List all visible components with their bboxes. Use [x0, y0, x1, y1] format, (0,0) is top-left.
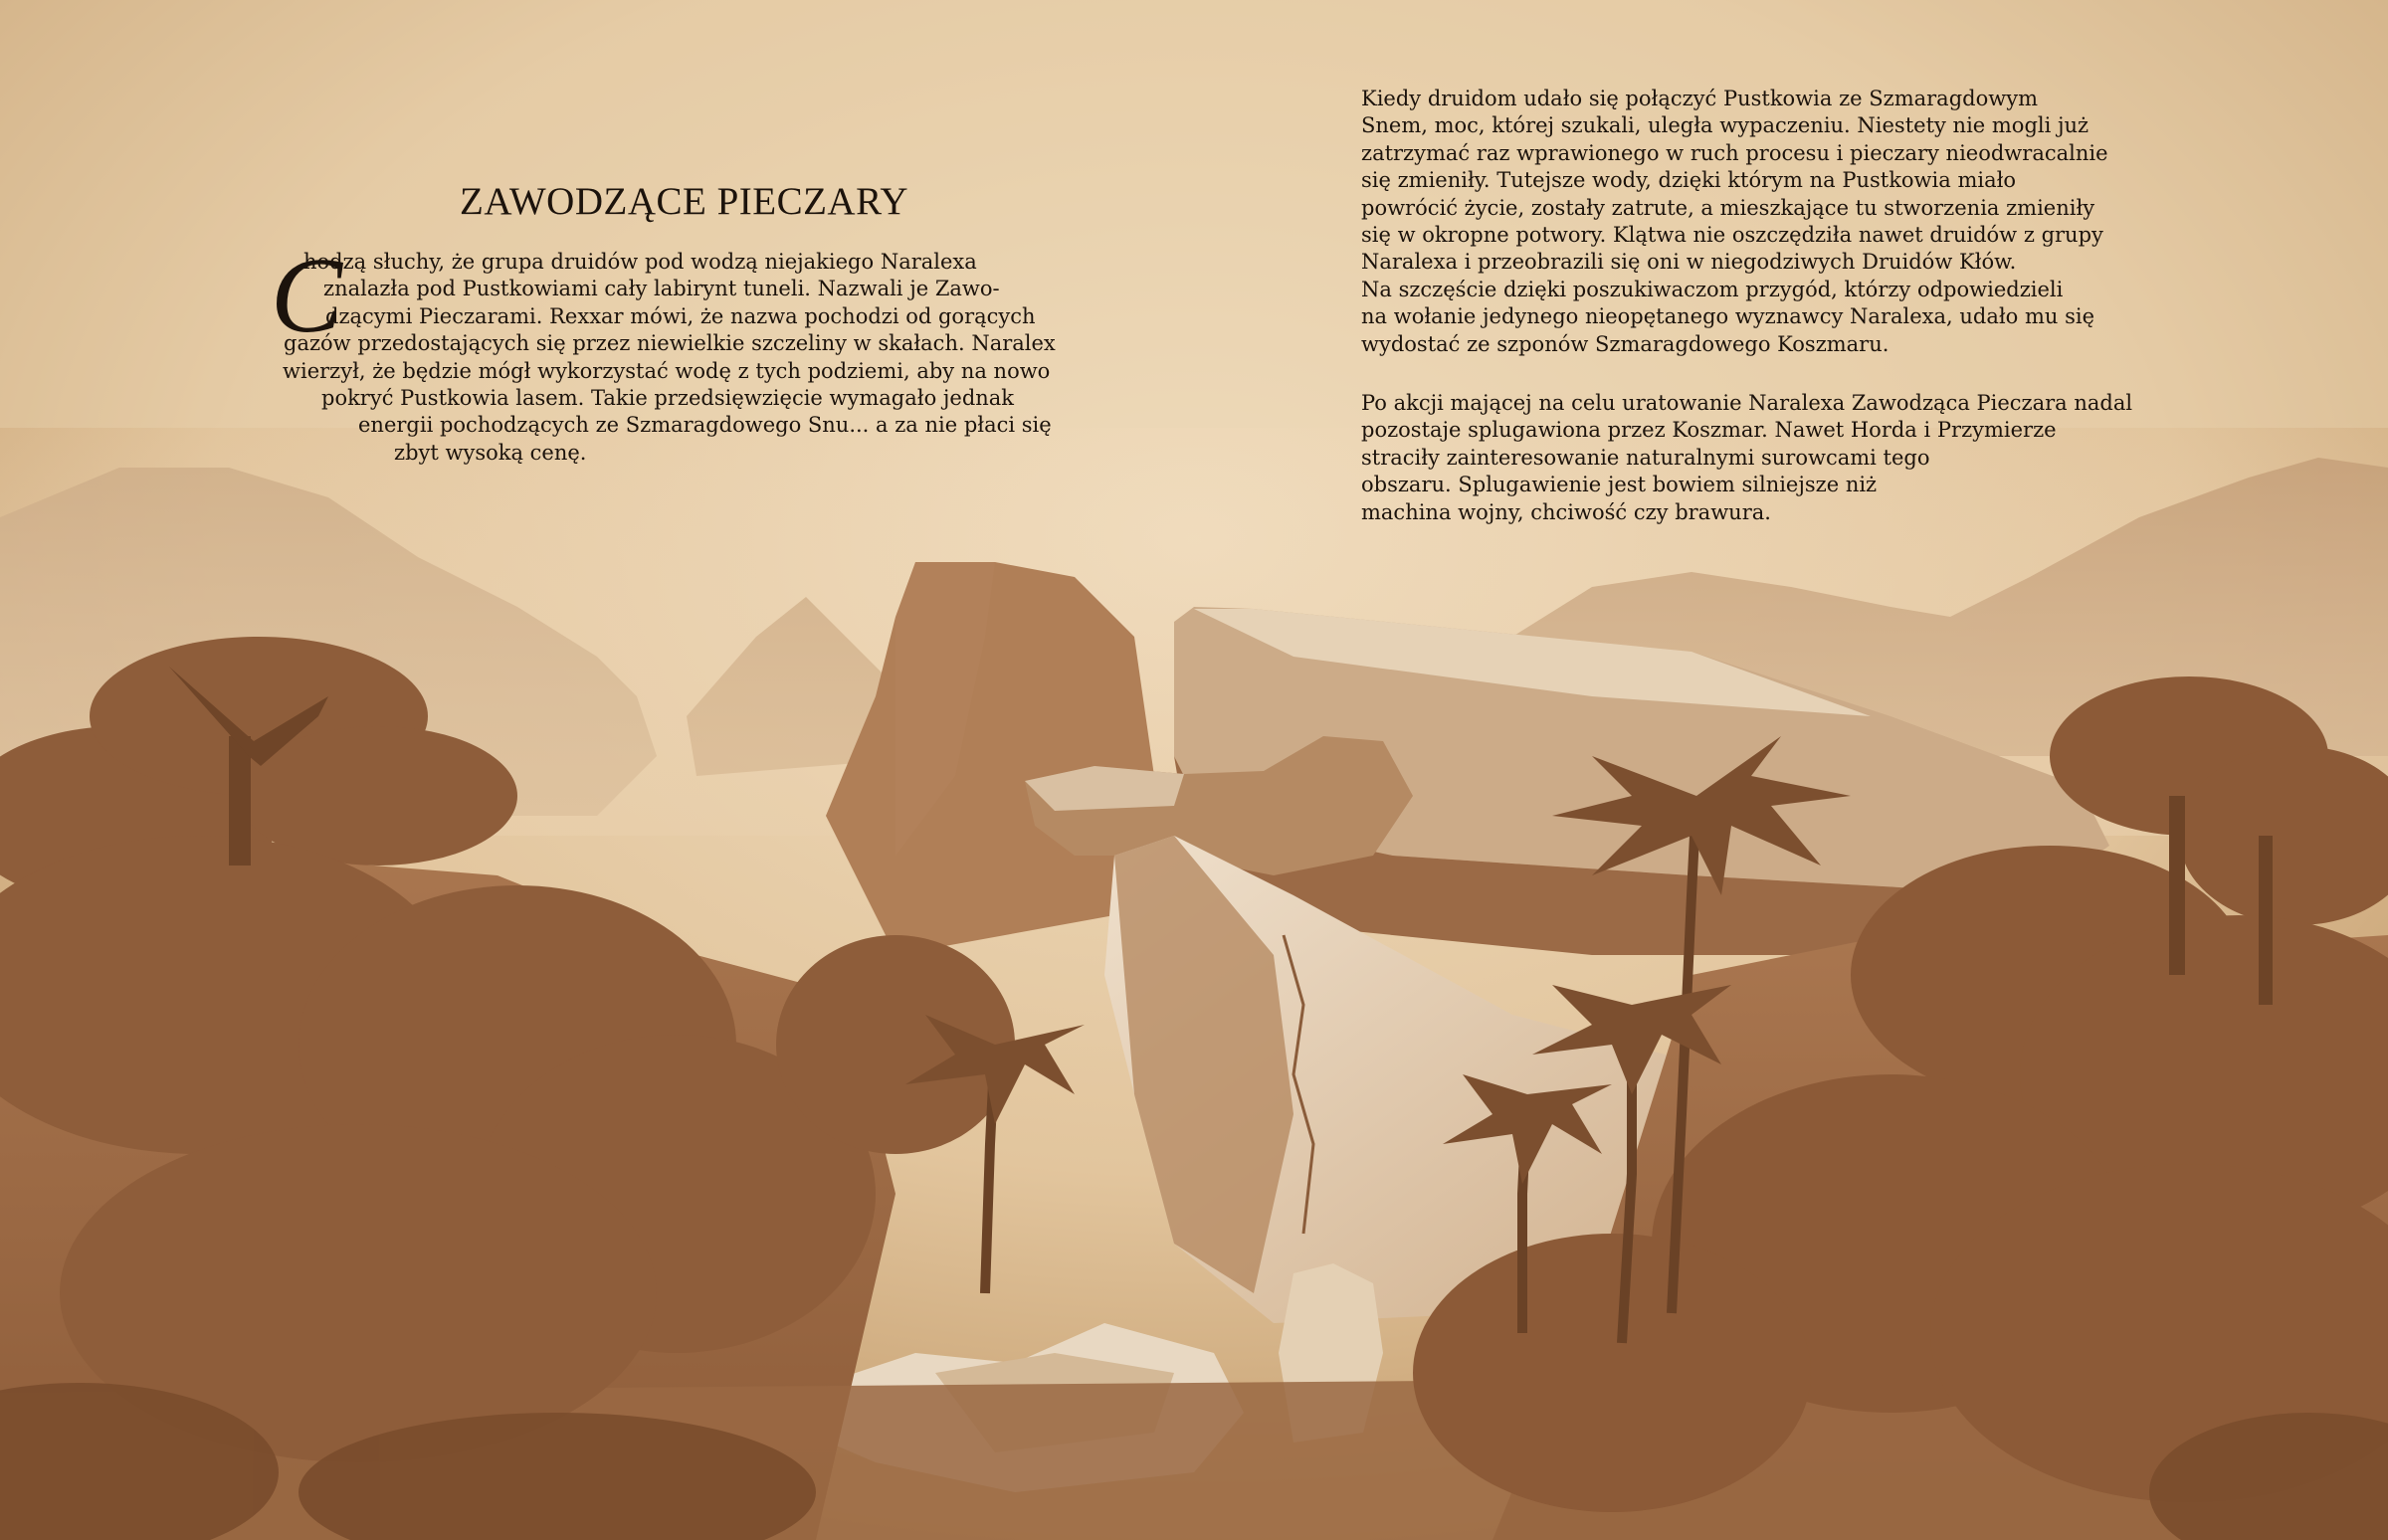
drop-cap: C	[271, 237, 343, 355]
text-line: Na szczęście dzięki poszukiwaczom przygód, którzy odpowiedzieli	[1361, 277, 2064, 301]
text-line: pokryć Pustkowia lasem. Takie przedsięwzięcie wymagało jednak	[321, 386, 1015, 411]
right-column-paragraph-2	[1361, 390, 2132, 526]
text-line: wierzył, że będzie mógł wykorzystać wodę z tych podziemi, aby na nowo	[283, 358, 1051, 383]
page-title: ZAWODZĄCE PIECZARY	[460, 180, 909, 223]
text-line: się w okropne potwory. Klątwa nie oszczędziła nawet druidów z grupy	[1361, 223, 2103, 248]
text-line: hodzą słuchy, że grupa druidów pod wodzą niejakiego Naralexa	[303, 250, 977, 274]
text-line: zbyt wysoką cenę.	[394, 440, 587, 465]
text-line: zatrzymać raz wprawionego w ruch procesu i pieczary nieodwracalnie	[1361, 140, 2108, 165]
text-line: na wołanie jedynego nieopętanego wyznawcy Naralexa, udało mu się	[1361, 304, 2095, 329]
text-line: się zmieniły. Tutejsze wody, dzięki którym na Pustkowia miało	[1361, 168, 2017, 193]
left-column-text	[0, 249, 1094, 467]
text-line: wydostać ze szponów Szmaragdowego Koszmaru.	[1361, 331, 1890, 356]
text-line: Po akcji mającej na celu uratowanie Naralexa Zawodząca Pieczara nadal	[1361, 391, 2133, 415]
text-line: dzącymi Pieczarami. Rexxar mówi, że nazwa pochodzi od gorących	[325, 303, 1036, 328]
text-line: Snem, moc, której szukali, uległa wypaczeniu. Niestety nie mogli już	[1361, 113, 2090, 138]
text-line: Naralexa i przeobrazili się oni w niegodziwych Druidów Kłów.	[1361, 250, 2017, 275]
text-line: powrócić życie, zostały zatrute, a mieszkające tu stworzenia zmieniły	[1361, 195, 2095, 220]
text-line: machina wojny, chciwość czy brawura.	[1361, 499, 1771, 524]
text-line: straciły zainteresowanie naturalnymi surowcami tego	[1361, 445, 1930, 470]
text-line: obszaru. Splugawienie jest bowiem silniejsze niż	[1361, 473, 1878, 497]
text-line: gazów przedostających się przez niewielkie szczeliny w skałach. Naralex	[284, 331, 1056, 356]
text-line: Kiedy druidom udało się połączyć Pustkowia ze Szmaragdowym	[1361, 87, 2038, 110]
right-column-paragraph-1	[1361, 86, 2108, 358]
text-line: pozostaje splugawiona przez Koszmar. Nawet Horda i Przymierze	[1361, 418, 2057, 443]
text-line: znalazła pod Pustkowiami cały labirynt tuneli. Nazwali je Zawo-	[323, 277, 1000, 301]
text-line: energii pochodzących ze Szmaragdowego Snu... a za nie płaci się	[358, 413, 1052, 438]
